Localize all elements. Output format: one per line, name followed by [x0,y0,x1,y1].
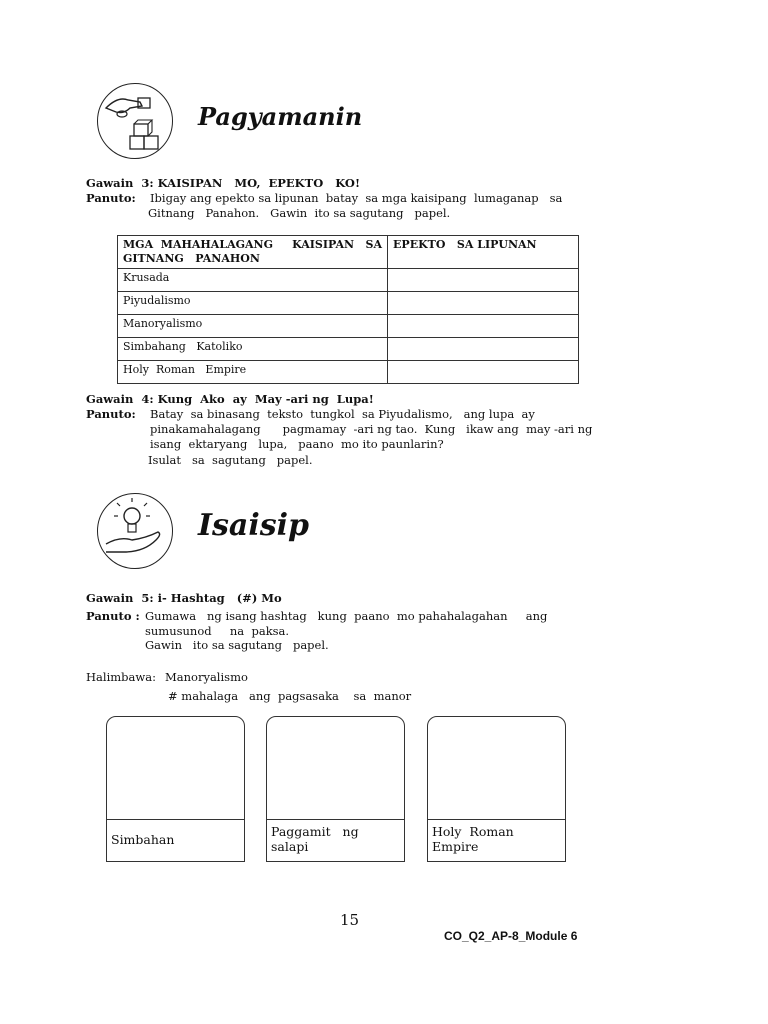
row-kaisipan: Manoryalismo [118,315,388,338]
gawain5-prefix: Gawain [86,591,134,605]
stacking-blocks-icon [98,84,172,158]
panuto5-line1: Gumawa ng isang hashtag kung paano mo pahahalagahan ang [145,609,548,623]
header-epekto: EPEKTO SA LIPUNAN [388,236,579,269]
panuto3-line2: Gitnang Panahon. Gawin ito sa sagutang papel. [148,206,451,220]
card-label-line1: Simbahan [111,832,175,847]
row-kaisipan: Piyudalismo [118,292,388,315]
card-label-line1: Paggamit ng [271,824,359,839]
panuto5-line2: sumusunod na paksa. [145,624,290,638]
kaisipan-table [117,235,579,384]
card-label [267,819,404,861]
panuto4-line1: Batay sa binasang teksto tungkol sa Piyudalismo, ang lupa ay [150,407,535,421]
module-code: CO_Q2_AP-8_Module 6 [444,929,578,943]
isaisip-icon [97,493,173,569]
gawain3-title: 3: KAISIPAN MO, EPEKTO KO! [141,176,360,190]
panuto4-line3: isang ektaryang lupa, paano mo ito paunlarin? [150,437,444,451]
hashtag-card[interactable] [427,716,566,862]
halimbawa-value: Manoryalismo [165,670,248,684]
pagyamanin-icon [97,83,173,159]
table-row [118,361,579,384]
section-title-pagyamanin: Pagyamanin [198,102,363,131]
row-epekto-cell[interactable] [388,338,579,361]
card-label-line1: Holy Roman [432,824,514,839]
header-kaisipan [118,236,388,269]
header-kaisipan-line2: GITNANG PANAHON [123,252,260,265]
header-kaisipan-line1: MGA MAHAHALAGANG KAISIPAN SA [123,238,383,251]
section-title-isaisip: Isaisip [198,508,310,543]
row-kaisipan: Krusada [118,269,388,292]
table-row [118,338,579,361]
hashtag-card[interactable] [266,716,405,862]
panuto4-line2: pinakamahalagang pagmamay -ari ng tao. Kung ikaw ang may -ari ng [150,422,593,436]
gawain5-title: 5: i- Hashtag (#) Mo [141,591,282,605]
table-row [118,292,579,315]
row-epekto-cell[interactable] [388,361,579,384]
row-epekto-cell[interactable] [388,269,579,292]
panuto5-label: Panuto : [86,609,140,623]
hashtag-example: # mahalaga ang pagsasaka sa manor [168,689,412,703]
panuto3-line1: Ibigay ang epekto sa lipunan batay sa mga kaisipang lumaganap sa [150,191,563,205]
table-row [118,269,579,292]
gawain4-title: 4: Kung Ako ay May -ari ng Lupa! [141,392,374,406]
gawain4-heading [86,392,374,407]
panuto5-line3: Gawin ito sa sagutang papel. [145,638,329,652]
panuto3-label: Panuto: [86,191,136,205]
gawain3-prefix: Gawain [86,176,134,190]
gawain4-prefix: Gawain [86,392,134,406]
row-epekto-cell[interactable] [388,315,579,338]
card-label [428,819,565,861]
card-label-line2: Empire [432,839,479,854]
gawain5-heading [86,591,282,606]
row-epekto-cell[interactable] [388,292,579,315]
lightbulb-hand-icon [98,494,172,568]
row-kaisipan: Simbahang Katoliko [118,338,388,361]
halimbawa-label: Halimbawa: [86,670,156,684]
card-label-line2: salapi [271,839,309,854]
panuto4-label: Panuto: [86,407,136,421]
panuto4-line4: Isulat sa sagutang papel. [148,453,313,467]
table-row [118,315,579,338]
table-header-row [118,236,579,269]
hashtag-card[interactable] [106,716,245,862]
card-label [107,819,244,861]
page-number: 15 [340,911,360,929]
gawain3-heading [86,176,360,191]
row-kaisipan: Holy Roman Empire [118,361,388,384]
